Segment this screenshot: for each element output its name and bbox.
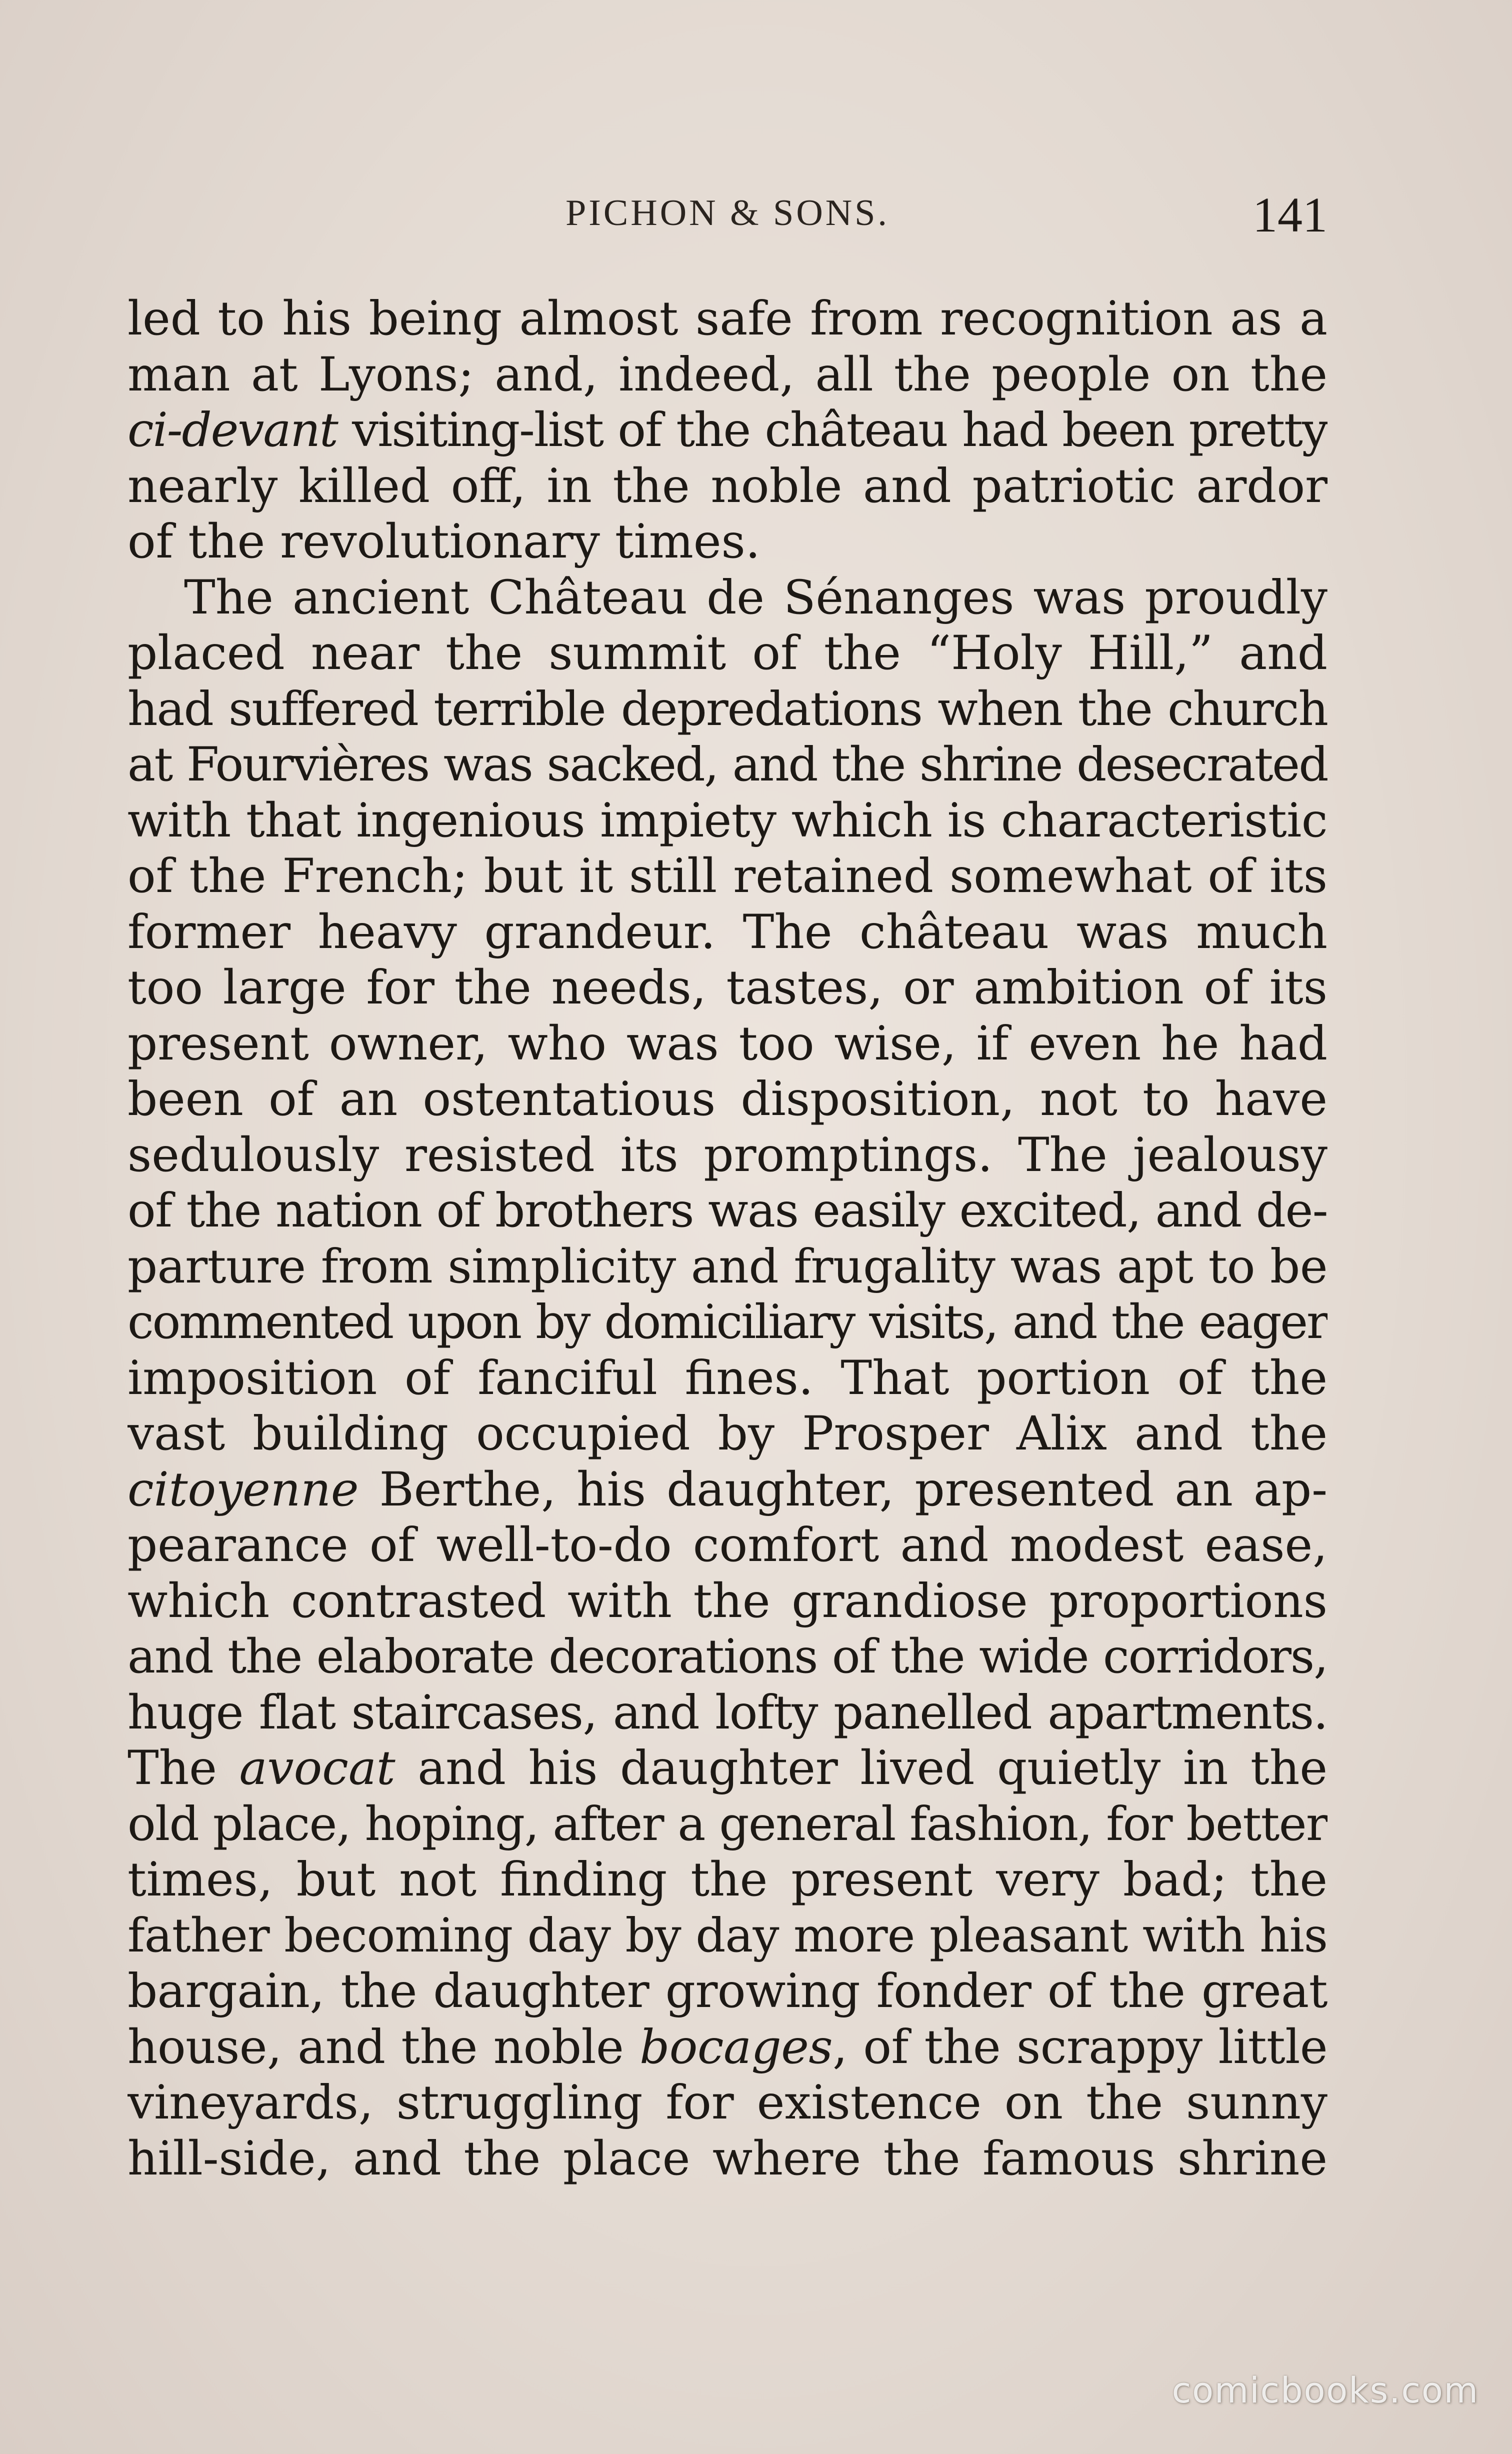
watermark: comicbooks.com <box>1172 2370 1479 2411</box>
text-run: had suffered terrible depredations when the church <box>128 682 1328 736</box>
italic-text: ci-devant <box>128 403 338 458</box>
page-number: 141 <box>1252 187 1328 242</box>
text-run: at Fourvières was sacked, and the shrine desecrated <box>128 738 1328 792</box>
text-line <box>128 848 1328 904</box>
text-run: too large for the needs, tastes, or ambition of its <box>128 960 1328 1015</box>
text-run: father becoming day by day more pleasant with his <box>128 1908 1328 1963</box>
text-line <box>128 1128 1328 1184</box>
running-title: PICHON & SONS. <box>566 192 890 234</box>
running-head <box>128 186 1328 241</box>
text-run: with that ingenious impiety which is characteristic <box>128 793 1328 848</box>
text-line <box>128 1685 1328 1741</box>
text-run: sedulously resisted its promptings. The jealousy <box>128 1128 1328 1182</box>
text-line <box>128 1574 1328 1630</box>
text-run: , of the scrappy little <box>832 2020 1328 2074</box>
text-run: led to his being almost safe from recognition as a <box>128 292 1328 346</box>
text-run: of the revolutionary times. <box>128 514 760 569</box>
text-line <box>128 626 1328 682</box>
text-run: old place, hoping, after a general fashion, for better <box>128 1796 1328 1852</box>
text-line <box>128 904 1328 960</box>
text-line <box>128 1016 1328 1072</box>
text-run: house, and the noble <box>128 2020 640 2074</box>
text-run: nearly killed off, in the noble and patriotic ardor <box>128 458 1328 514</box>
text-line <box>128 1294 1328 1350</box>
text-run: former heavy grandeur. The château was much <box>128 904 1328 960</box>
text-line <box>128 1072 1328 1128</box>
text-line <box>128 458 1328 514</box>
text-run: placed near the summit of the “Holy Hill,” and <box>128 626 1328 680</box>
text-run: vineyards, struggling for existence on the sunny <box>128 2076 1328 2130</box>
text-line <box>128 402 1328 458</box>
text-run: and the elaborate decorations of the wide corridors, <box>128 1630 1328 1684</box>
italic-text: citoyenne <box>128 1462 359 1517</box>
text-line <box>128 1852 1328 1908</box>
text-run: commented upon by domiciliary visits, and the eager <box>128 1295 1328 1350</box>
text-line <box>128 1740 1328 1796</box>
text-run: present owner, who was too wise, if even he had <box>128 1016 1328 1071</box>
text-run: vast building occupied by Prosper Alix and the <box>128 1406 1328 1461</box>
text-run: parture from simplicity and frugality was apt to be <box>128 1239 1328 1294</box>
text-line <box>128 1629 1328 1685</box>
text-line <box>128 347 1328 403</box>
text-run: of the nation of brothers was easily excited, and de- <box>128 1184 1328 1238</box>
text-run: The ancient Château de Sénanges was proudly <box>184 570 1328 625</box>
text-run: imposition of fanciful fines. That portion of the <box>128 1350 1328 1406</box>
text-run: The <box>128 1741 240 1796</box>
text-line <box>128 1964 1328 2020</box>
text-line <box>128 1350 1328 1406</box>
text-line <box>128 1239 1328 1295</box>
text-run: of the French; but it still retained somewhat of its <box>128 849 1328 904</box>
text-run: bargain, the daughter growing fonder of the great <box>128 1964 1328 2018</box>
text-run: Berthe, his daughter, presented an ap- <box>358 1462 1328 1517</box>
text-run: been of an ostentatious disposition, not to have <box>128 1072 1328 1126</box>
text-line <box>128 960 1328 1016</box>
text-run: hill-side, and the place where the famous shrine <box>128 2131 1328 2186</box>
text-line <box>128 1796 1328 1852</box>
italic-text: bocages <box>640 2020 833 2074</box>
text-line <box>128 514 1328 570</box>
text-run: man at Lyons; and, indeed, all the people on the <box>128 347 1328 402</box>
text-line <box>128 1908 1328 1964</box>
text-run: times, but not finding the present very bad; the <box>128 1852 1328 1907</box>
text-run: pearance of well-to-do comfort and modest ease, <box>128 1518 1328 1572</box>
body-text <box>128 291 1328 2186</box>
text-line <box>128 1462 1328 1518</box>
text-run: and his daughter lived quietly in the <box>395 1741 1328 1796</box>
text-line <box>128 793 1328 849</box>
text-line <box>128 1518 1328 1574</box>
text-line <box>128 570 1328 626</box>
text-run: which contrasted with the grandiose proportions <box>128 1574 1328 1628</box>
text-line <box>128 2075 1328 2131</box>
text-run: huge flat staircases, and lofty panelled apartments. <box>128 1685 1328 1740</box>
text-line <box>128 737 1328 793</box>
text-line <box>128 682 1328 738</box>
text-line <box>128 1406 1328 1462</box>
text-line <box>128 1183 1328 1239</box>
text-line <box>128 2131 1328 2187</box>
italic-text: avocat <box>239 1741 396 1796</box>
text-line <box>128 2020 1328 2076</box>
text-run: visiting-list of the château had been pretty <box>337 403 1328 458</box>
text-line <box>128 291 1328 347</box>
